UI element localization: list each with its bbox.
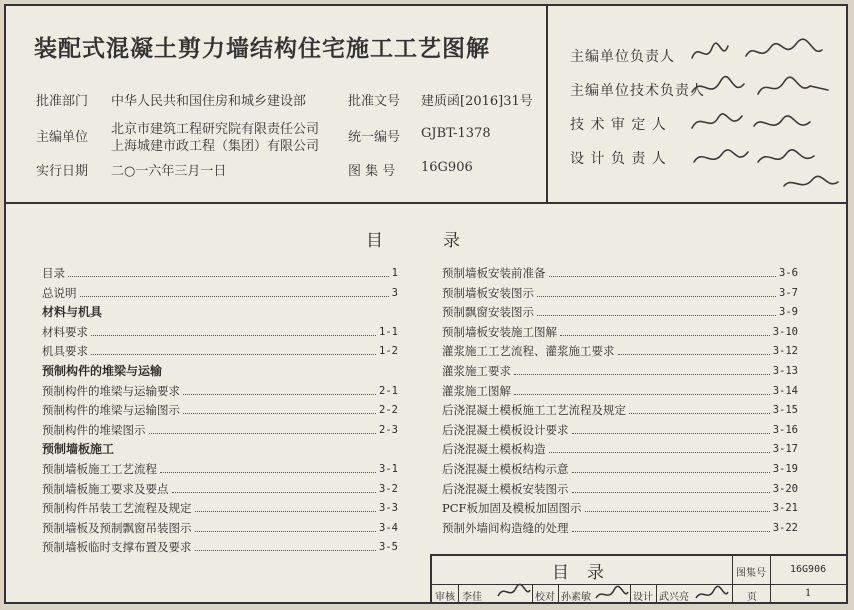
toc-entry: 预制墙板及预制飘窗吊装图示 3-4: [42, 520, 398, 535]
title-block-atlas-label: 图集号: [736, 568, 766, 579]
atlas-no-label: 图 集 号: [348, 164, 396, 179]
review-label: 审核: [435, 592, 455, 603]
toc-section: 材料与机具: [42, 305, 103, 320]
toc-entry: 后浇混凝土模板构造 3-17: [442, 442, 798, 457]
effective-label: 实行日期: [36, 164, 89, 179]
signature-stroke: [754, 116, 810, 126]
editor-label: 主编单位: [36, 130, 89, 145]
toc-entry: 预制墙板安装施工图解 3-10: [442, 324, 798, 339]
resp-editor-head: [570, 46, 675, 66]
toc-entry: 预制构件的堆梁图示 2-3: [42, 422, 398, 437]
title-block-name: 目录: [552, 563, 622, 583]
reviewer-signature: [496, 582, 532, 606]
toc-entry: PCF板加固及模板加固图示 3-21: [442, 501, 798, 516]
toc-entry: 后浇混凝土模板结构示意 3-19: [442, 461, 798, 476]
signature-stroke: [746, 39, 822, 56]
toc-entry: 后浇混凝土模板安装图示 3-20: [442, 481, 798, 496]
resp-tech-review: [570, 114, 667, 134]
signature-mark: [694, 584, 730, 604]
toc-entry: 灌浆施工工艺流程、灌浆施工要求 3-12: [442, 344, 798, 359]
title-block-bottom: [432, 584, 848, 604]
unified-no-label: 统一编号: [348, 130, 401, 145]
toc-entry: 机具要求 1-2: [42, 344, 398, 359]
reviewer-name: 李佳: [462, 592, 482, 603]
toc-right-column: [442, 264, 798, 538]
toc-entry: 预制外墙间构造缝的处理 3-22: [442, 520, 798, 535]
toc-left-column: [42, 264, 398, 558]
toc-entry: 后浇混凝土模板施工工艺流程及规定 3-15: [442, 403, 798, 418]
toc-entry: 灌浆施工图解 3-14: [442, 383, 798, 398]
signature-stroke: [758, 150, 814, 162]
unified-no-value: GJBT-1378: [421, 126, 491, 141]
design-label: 设计: [633, 592, 653, 603]
atlas-info-panel: [6, 6, 546, 202]
checker-name: 孙素敏: [561, 592, 591, 603]
title-block-atlas-value: 16G906: [790, 564, 827, 575]
toc-entry: 预制构件吊装工艺流程及规定 3-3: [42, 501, 398, 516]
editor-value-2: 上海城建市政工程（集团）有限公司: [111, 139, 320, 154]
toc-entry: 预制墙板安装图示 3-7: [442, 285, 798, 300]
toc-entry: 预制墙板临时支撑布置及要求 3-5: [42, 540, 398, 555]
resp-label: 主编单位技术负责人: [570, 83, 705, 99]
resp-label: 技 术 审 定 人: [570, 117, 667, 133]
check-label: 校对: [535, 592, 555, 603]
editor-value-1: 北京市建筑工程研究院有限责任公司: [111, 122, 320, 137]
toc-entry: 预制墙板安装前准备 3-6: [442, 266, 798, 280]
toc-entry: 后浇混凝土模板设计要求 3-16: [442, 422, 798, 437]
signature-stroke: [692, 114, 742, 128]
toc-entry: 预制墙板施工要求及要点 3-2: [42, 481, 398, 496]
approval-doc-value: 建质函[2016]31号: [421, 94, 533, 109]
toc-heading: 目录: [366, 231, 520, 251]
title-block: [430, 554, 848, 604]
signature-stroke: [692, 77, 744, 92]
checker-signature: [594, 584, 630, 608]
page-value: 1: [805, 588, 812, 599]
handwritten-signatures: [688, 36, 844, 196]
resp-design-lead: [570, 148, 667, 168]
signature-stroke: [784, 176, 838, 186]
signature-mark: [594, 584, 630, 604]
signature-mark: [496, 582, 532, 602]
effective-value: 二○一六年三月一日: [111, 164, 227, 179]
approval-dept-label: 批准部门: [36, 94, 89, 109]
toc-entry: 预制墙板施工工艺流程 3-1: [42, 461, 398, 476]
toc-entry: 目录 1: [42, 266, 398, 280]
toc-entry: 材料要求 1-1: [42, 324, 398, 339]
responsible-panel: [546, 6, 848, 202]
signature-stroke: [758, 77, 828, 94]
approval-doc-label: 批准文号: [348, 94, 401, 109]
approval-dept-value: 中华人民共和国住房和城乡建设部: [111, 94, 307, 109]
toc-entry: 预制构件的堆梁与运输要求 2-1: [42, 383, 398, 398]
title-block-top: [432, 556, 848, 585]
toc-entry: 预制构件的堆梁与运输图示 2-2: [42, 403, 398, 418]
toc-section: 预制墙板施工: [42, 442, 115, 457]
resp-label: 设 计 负 责 人: [570, 151, 667, 167]
cover-header: [6, 6, 846, 204]
atlas-no-value: 16G906: [421, 160, 473, 175]
atlas-title: 装配式混凝土剪力墙结构住宅施工工艺图解: [34, 36, 490, 62]
resp-label: 主编单位负责人: [570, 49, 675, 65]
toc-entry: 预制飘窗安装图示 3-9: [442, 305, 798, 320]
resp-tech-head: [570, 80, 705, 100]
designer-name: 武兴亮: [659, 592, 689, 603]
toc-entry: 灌浆施工要求 3-13: [442, 363, 798, 378]
designer-signature: [694, 584, 730, 608]
drawing-sheet: [4, 4, 848, 604]
toc-section: 预制构件的堆梁与运输: [42, 363, 163, 378]
signature-stroke: [694, 150, 748, 162]
page-label: 页: [747, 592, 757, 603]
toc-entry: 总说明 3: [42, 285, 398, 300]
signature-stroke: [692, 43, 728, 58]
